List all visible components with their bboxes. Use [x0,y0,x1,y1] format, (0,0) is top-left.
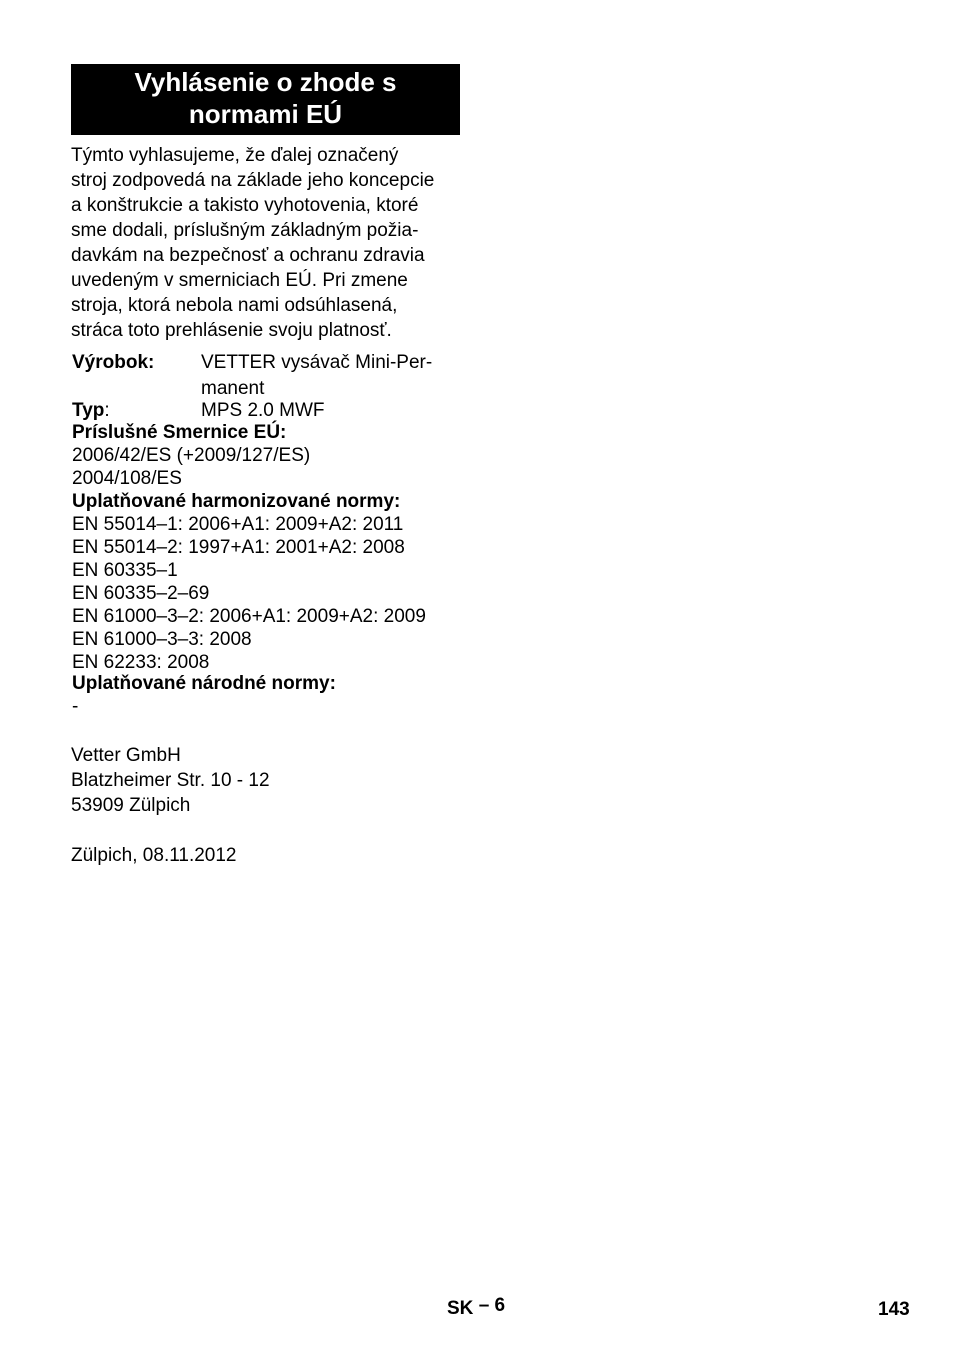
type-value: MPS 2.0 MWF [201,400,325,421]
standard-item: EN 55014–2: 1997+A1: 2001+A2: 2008 [72,537,405,558]
standard-item: EN 61000–3–3: 2008 [72,629,252,650]
type-label: Typ [72,400,105,421]
intro-line: a konštrukcie a takisto vyhotovenia, ktoré [71,195,419,216]
standard-item: EN 62233: 2008 [72,652,210,673]
directives-section [72,421,310,490]
company-address [71,743,270,818]
footer-section-page: 6 [494,1295,506,1316]
page-title [71,64,460,135]
intro-line: sme dodali, príslušným základným požia- [71,220,419,241]
product-value-line-2: manent [201,378,265,399]
intro-line: uvedeným v smerniciach EÚ. Pri zmene [71,270,408,291]
intro-paragraph [71,143,434,343]
directive-item: 2004/108/ES [72,468,182,489]
product-row [72,351,433,374]
title-line-1: Vyhlásenie o zhode s [134,67,397,97]
page-number: 143 [878,1299,910,1320]
title-line-2: normami EÚ [188,99,343,129]
intro-line: davkám na bezpečnosť a ochranu zdravia [71,245,425,266]
standard-item: EN 60335–2–69 [72,583,210,604]
standard-item: EN 60335–1 [72,560,178,581]
national-section [72,672,336,718]
directive-item: 2006/42/ES (+2009/127/ES) [72,445,311,466]
standard-item: EN 55014–1: 2006+A1: 2009+A2: 2011 [72,514,404,535]
footer-dash: – [478,1295,490,1316]
harmonized-heading: Uplatňované harmonizované normy: [72,491,401,512]
place-date: Zülpich, 08.11.2012 [71,845,237,866]
intro-line: stroja, ktorá nebola nami odsúhlasená, [71,295,398,316]
product-label: Výrobok: [72,352,155,373]
company-name: Vetter GmbH [71,745,181,766]
intro-line: stráca toto prehlásenie svoju platnosť. [71,320,392,341]
footer-section-label [447,1295,506,1320]
company-street: Blatzheimer Str. 10 - 12 [71,770,270,791]
product-value-line-1: VETTER vysávač Mini-Per- [201,352,433,373]
intro-line: stroj zodpovedá na základe jeho koncepcie [71,170,435,191]
type-row [72,399,325,422]
standard-item: EN 61000–3–2: 2006+A1: 2009+A2: 2009 [72,606,426,627]
national-heading: Uplatňované národné normy: [72,673,336,694]
directives-heading: Príslušné Smernice EÚ: [72,422,287,443]
intro-line: Týmto vyhlasujeme, že ďalej označený [71,145,399,166]
footer-section: SK [447,1298,474,1319]
national-value: - [72,696,79,717]
company-city: 53909 Zülpich [71,795,191,816]
type-colon: : [104,400,110,421]
harmonized-section [72,490,426,674]
